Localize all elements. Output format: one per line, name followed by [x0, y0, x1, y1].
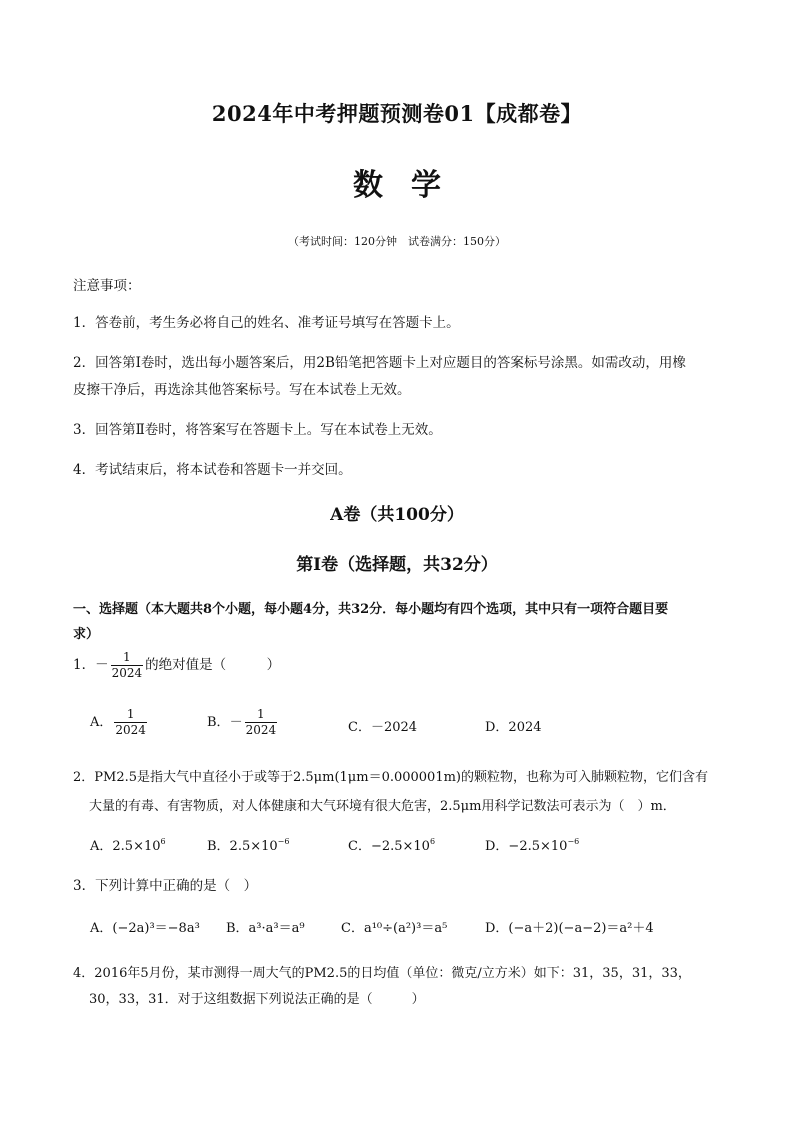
option-c: C．a¹⁰÷(a²)³＝a⁵: [341, 921, 448, 936]
question-3: 3．下列计算中正确的是（ ）: [73, 878, 258, 894]
note-item: 皮擦干净后，再选涂其他答案标号。写在本试卷上无效。: [73, 382, 411, 398]
exam-info: （考试时间：120分钟 试卷满分：150分）: [288, 235, 506, 248]
fraction: [245, 707, 278, 738]
option-c: C．－2024: [348, 720, 418, 735]
part1-instructions-cont: 求）: [73, 627, 100, 642]
fraction-numerator: 1: [114, 707, 147, 723]
subject-title: 数学: [353, 168, 469, 203]
option-b: B．a³·a³＝a⁹: [226, 921, 305, 936]
option-text: B．2.5×10: [207, 839, 278, 854]
option-text: C．−2.5×10: [348, 839, 430, 854]
section-a-title: A卷（共100分）: [330, 505, 464, 525]
option-text: D．−2.5×10: [485, 839, 568, 854]
question-stem: 的绝对值是（ ）: [145, 657, 281, 673]
option-text: A．2.5×10: [90, 839, 161, 854]
exponent: −6: [277, 837, 290, 846]
option-label: A．: [90, 715, 113, 730]
option-label: B．: [207, 715, 230, 730]
question-number: 1．: [73, 657, 96, 673]
exponent: 6: [160, 837, 166, 846]
note-item: 3．回答第Ⅱ卷时，将答案写在答题卡上。写在本试卷上无效。: [73, 422, 442, 438]
question-2: 2．PM2.5是指大气中直径小于或等于2.5μm(1μm＝0.000001m)的颗粒物，也称为可入肺颗粒物，它们含有: [73, 770, 709, 785]
fraction-denominator: 2024: [245, 723, 277, 737]
exponent: 6: [429, 837, 436, 846]
option-a: [90, 707, 149, 738]
notes-heading: 注意事项：: [73, 278, 141, 294]
option-d: [485, 835, 579, 854]
option-a: A．(−2a)³＝−8a³: [90, 921, 200, 936]
fraction-denominator: 2024: [111, 666, 143, 680]
exam-title: 2024年中考押题预测卷01【成都卷】: [211, 101, 583, 126]
note-item: 4．考试结束后，将本试卷和答题卡一并交回。: [73, 462, 352, 478]
part1-instructions: 一、选择题（本大题共8个小题，每小题4分，共32分．每小题均有四个选项，其中只有一项符合题目要: [73, 602, 669, 617]
option-a: [90, 835, 166, 854]
question-1: [73, 650, 280, 681]
minus-sign: －: [95, 657, 109, 673]
question-4: 4．2016年5月份，某市测得一周大气的PM2.5的日均值（单位：微克/立方米）如下：31，35，31，33，: [73, 966, 691, 981]
fraction: [111, 650, 144, 681]
note-item: 2．回答第Ⅰ卷时，选出每小题答案后，用2B铅笔把答题卡上对应题目的答案标号涂黑。如需改动，用橡: [73, 355, 686, 371]
option-c: [348, 835, 435, 854]
exponent: −6: [567, 837, 580, 846]
minus-sign: －: [229, 715, 243, 730]
part1-title: 第Ⅰ卷（选择题，共32分）: [296, 555, 498, 575]
fraction-numerator: 1: [111, 650, 144, 666]
option-d: D．(−a＋2)(−a−2)＝a²＋4: [485, 921, 654, 936]
fraction: [114, 707, 147, 738]
question-4-cont: 30，33，31．对于这组数据下列说法正确的是（ ）: [89, 992, 425, 1007]
option-b: [207, 835, 289, 854]
fraction-numerator: 1: [245, 707, 278, 723]
option-d: D．2024: [485, 720, 542, 735]
note-item: 1．答卷前，考生务必将自己的姓名、准考证号填写在答题卡上。: [73, 315, 460, 331]
fraction-denominator: 2024: [115, 723, 146, 737]
option-b: [207, 707, 279, 738]
question-2-cont: 大量的有毒、有害物质，对人体健康和大气环境有很大危害，2.5μm用科学记数法可表示为（ ）m．: [89, 799, 676, 814]
